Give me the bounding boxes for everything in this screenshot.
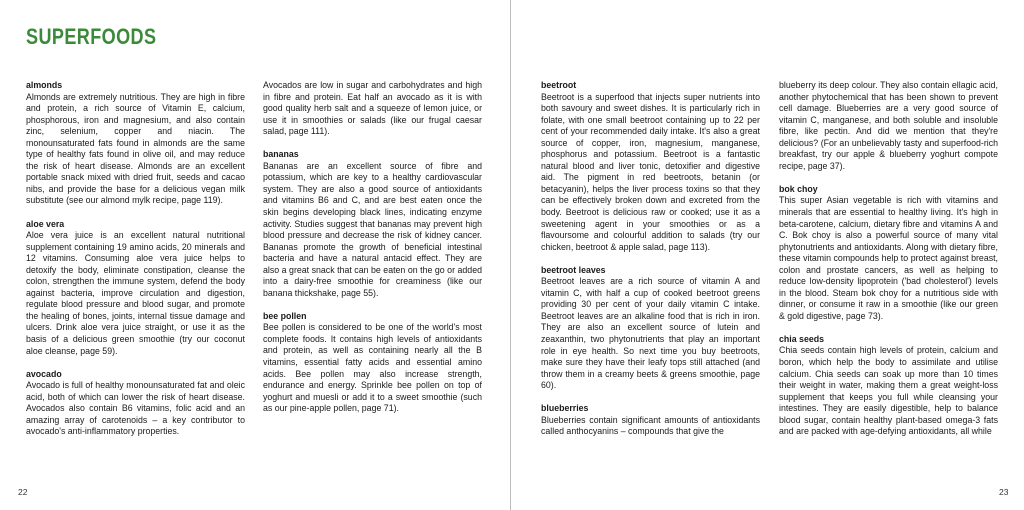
- heading-bananas: bananas: [263, 149, 299, 160]
- right-page: [512, 0, 1024, 510]
- page-number-left: 22: [18, 487, 28, 497]
- right-column-2: [779, 80, 998, 438]
- page-number-right: 23: [999, 487, 1009, 497]
- body-blueberries: Blueberries contain significant amounts of antioxidants called anthocyanins – compounds that give the: [541, 414, 760, 437]
- heading-beetroot: beetroot: [541, 80, 577, 90]
- heading-chia-seeds: chia seeds: [779, 333, 824, 344]
- body-bananas: Bananas are an excellent source of fibre and potassium, which are key to a healthy cardiovascular system. They are also a good source of antioxidants and vitamins B6 and C, and are best eaten once the skin begins developing black lines, indicating enzyme activity. Studies suggest that bananas may prevent high blood pressure and decrease the risk of kidney cancer. Bananas promote the growth of beneficial intestinal bacteria and have a natural antacid effect. They are also a great snack that can be eaten on the go or added into a dairy-free smoothie for creaminess (like our banana thickshake, page 55).: [263, 160, 482, 298]
- left-column-2: [263, 80, 482, 415]
- page-title: SUPERFOODS: [26, 24, 157, 49]
- heading-beetroot-leaves: beetroot leaves: [541, 264, 606, 275]
- body-blueberries-cont: blueberry its deep colour. They also contain ellagic acid, another phytochemical that has been shown to prevent cell damage. Blueberries are a very good source of vitamin C, manganese, and both soluble and insoluble fibre, like pectin. And did we mention that they're delicious? (For an unbelievably tasty and superfood-rich breakfast, try our apple & blueberry yoghurt compote recipe, page 37).: [779, 80, 998, 171]
- body-almonds: Almonds are extremely nutritious. They are high in fibre and protein, a rich source of Vitamin E, calcium, phosphorous, iron and magnesium, and also contain zinc, selenium, copper and niacin. The monounsaturated fats found in almonds are the same type of healthy fats found in olive oil, and may reduce the risk of heart disease. Almonds are an excellent portable snack mixed with dried fruit, seeds and cacao nibs, and provide the base for a delicious vegan milk substitute (see our almond mylk recipe, page 119).: [26, 91, 245, 206]
- heading-bok-choy: bok choy: [779, 183, 818, 194]
- heading-almonds: almonds: [26, 80, 63, 90]
- body-bee-pollen: Bee pollen is considered to be one of the world's most complete foods. It contains high levels of antioxidants and protein, as well as containing nearly all the B vitamins, essential fatty acids and essential amino acids. Bee pollen may also increase strength, endurance and energy. Sprinkle bee pollen on top of yoghurt and muesli or add it to a sweet smoothie (such as our pine-apple pollen, page 71).: [263, 322, 482, 414]
- spine-divider: [510, 0, 511, 510]
- heading-avocado: avocado: [26, 368, 62, 379]
- body-avocado: Avocado is full of healthy monounsaturated fat and oleic acid, both of which can lower the risk of heart disease. Avocados also contain B6 vitamins, folic acid and an amazing array of carotenoids – a key contributor to avocado's anti-inflammatory properties.: [26, 380, 245, 437]
- left-column-1: [26, 80, 245, 438]
- body-chia-seeds: Chia seeds contain high levels of protein, calcium and boron, which help the body to assimilate and utilise calcium. Chia seeds can soak up more than 10 times their weight in water, making them a great weight-loss supplement that keeps you full while cleansing your intestines. They are easily digestible, help to balance blood sugar, contain healthy plant-based omega-3 fats and are packed with age-defying antioxidants, all while: [779, 345, 998, 437]
- left-page: [0, 0, 510, 510]
- right-column-1: [541, 80, 760, 438]
- body-beetroot-leaves: Beetroot leaves are a rich source of vitamin A and vitamin C, with half a cup of cooked beetroot greens providing 30 per cent of your daily vitamin C intake. Beetroot leaves are an alkaline food that is rich in iron. They are also an excellent source of lutein and zeaxanthin, two phytonutrients that play an important role in eye health. So next time you buy beetroots, make sure they have their leafy tops still attached (and throw them in a creamy beets & greens smoothie, page 60).: [541, 276, 760, 391]
- heading-aloe-vera: aloe vera: [26, 218, 65, 229]
- body-avocado-cont: Avocados are low in sugar and carbohydrates and high in fibre and protein. Eat half an avocado as it is with good quality herb salt and a squeeze of lemon juice, or use it in smoothies or salads (like our frugal caesar salad, page 111).: [263, 80, 482, 137]
- body-aloe-vera: Aloe vera juice is an excellent natural nutritional supplement containing 19 amino acids, 20 minerals and 12 vitamins. Consuming aloe vera juice helps to detoxify the body, eliminate constipation, cleanse the colon, strengthen the immune system, defend the body against bacteria, improve circulation and digestion, regulate blood pressure and blood sugar, and promote the healing of bones, joints, internal tissue damage and ulcers. Drink aloe vera juice straight, or use it as the basis of a delicious green smoothie (try our coconut aloe cleanse, page 59).: [26, 230, 245, 356]
- body-beetroot: Beetroot is a superfood that injects super nutrients into both savoury and sweet dishes. It is particularly rich in folate, with one small beetroot containing up to 22 per cent of your recommended daily intake. It's also a great source of copper, iron, magnesium, manganese, phosphorus and potassium. Beetroot is a fantastic natural blood and liver tonic, detoxifier and digestive aid. The pigment in red beetroots, betanin (or betacyanin), helps the liver process toxins so that they can be effectively broken down and excreted from the body. Beetroot is delicious raw or cooked; use it as a sweetening agent in your smoothies or as a flavoursome and colourful addition to salads (try our chicken, beetroot & apple salad, page 113).: [541, 91, 760, 252]
- body-bok-choy: This super Asian vegetable is rich with vitamins and minerals that are essential to healthy living. It's high in beta-carotene, calcium, dietary fibre and vitamins A and C. Bok choy is also a powerful source of many vital phytonutrients and antioxidants. Along with dietary fibre, these vitamin compounds help to protect against breast, colon and prostate cancers, as well as helping to reduce low-density lipoprotein ('bad cholesterol') levels in the blood. Steam bok choy for a nutritious side with dinner, or consume it raw in a smoothie (like our green & gold digestive, page 73).: [779, 195, 998, 321]
- heading-blueberries: blueberries: [541, 403, 589, 414]
- heading-bee-pollen: bee pollen: [263, 310, 307, 321]
